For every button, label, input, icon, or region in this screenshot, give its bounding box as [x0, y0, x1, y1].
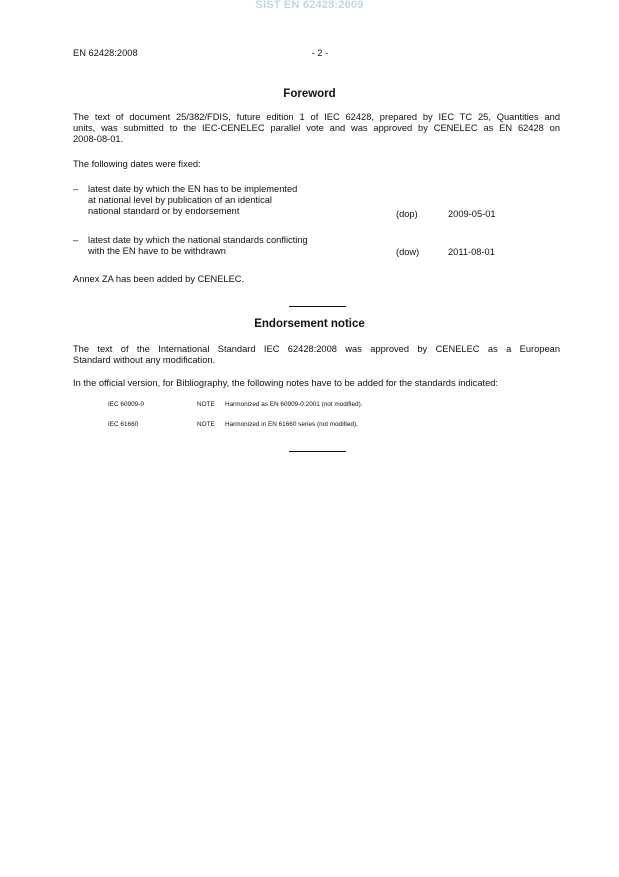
date-item-line: latest date by which the EN has to be implemented: [88, 184, 298, 194]
date-item-code: (dop): [396, 209, 418, 219]
section-divider: [289, 451, 346, 452]
foreword-intro: [73, 112, 560, 145]
note-text: Harmonized as EN 60909-0:2001 (not modified).: [225, 401, 363, 408]
endorsement-text-line: Standard without any modification.: [73, 355, 216, 365]
dates-intro: The following dates were fixed:: [73, 159, 201, 169]
date-item-dash: –: [73, 235, 79, 245]
date-item-line: latest date by which the national standards conflicting: [88, 235, 308, 245]
note-label: NOTE: [197, 401, 215, 408]
date-item-date: 2009-05-01: [448, 209, 496, 219]
foreword-intro-line: The text of document 25/382/FDIS, future edition 1 of IEC 62428, prepared by IEC TC 25, Quantities and: [73, 112, 560, 122]
endorsement-text-line: The text of the International Standard IEC 62428:2008 was approved by CENELEC as a European: [73, 344, 560, 354]
note-standard: IEC 60909-0: [108, 401, 144, 408]
header-page-number: - 2 -: [311, 48, 329, 58]
note-text: Harmonized in EN 61660 series (not modified).: [225, 421, 358, 428]
note-label: NOTE: [197, 421, 215, 428]
section-divider: [289, 306, 346, 307]
bibliography-intro: In the official version, for Bibliography, the following notes have to be added for the standards indicated:: [73, 378, 498, 388]
date-item-description: [88, 184, 297, 217]
date-item-line: with the EN have to be withdrawn: [88, 246, 226, 256]
date-item-date: 2011-08-01: [448, 247, 495, 257]
watermark: SIST EN 62428:2009: [255, 0, 364, 11]
endorsement-heading: Endorsement notice: [254, 318, 365, 330]
foreword-intro-line: 2008-08-01.: [73, 134, 124, 144]
date-item-dash: –: [73, 184, 79, 194]
endorsement-text: [73, 344, 560, 366]
date-item-line: national standard or by endorsement: [88, 206, 240, 216]
date-item-code: (dow): [396, 247, 420, 257]
annex-note: Annex ZA has been added by CENELEC.: [73, 274, 245, 284]
date-item-line: at national level by publication of an identical: [88, 195, 272, 205]
header-doc-id: EN 62428:2008: [73, 48, 138, 58]
note-standard: IEC 61660: [108, 421, 139, 428]
foreword-intro-line: units, was submitted to the IEC-CENELEC parallel vote and was approved by CENELEC as EN 62428 on: [73, 123, 560, 133]
foreword-heading: Foreword: [283, 88, 336, 100]
date-item-description: [88, 235, 308, 257]
